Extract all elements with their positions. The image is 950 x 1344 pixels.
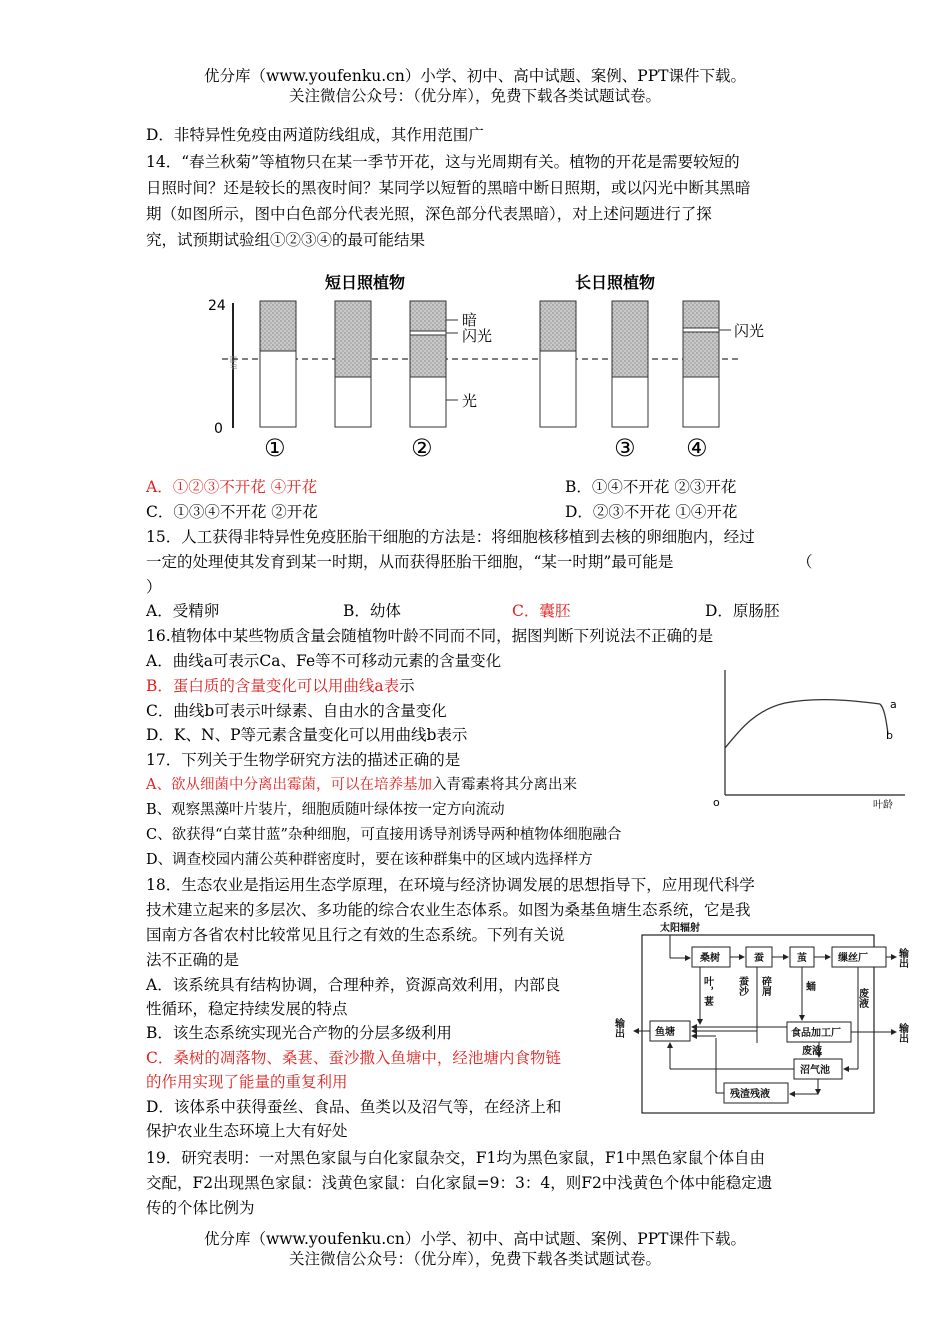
mulberry-fishpond-diagram xyxy=(612,918,914,1118)
q14-stem-1: 14．“春兰秋菊”等植物只在某一季节开花，这与光周期有关。植物的开花是需要较短的 xyxy=(146,153,740,171)
waste-liquid-label-2: 废液 xyxy=(802,1046,822,1057)
node-mulberry-label: 桑树 xyxy=(700,953,720,964)
node-biogas-label: 沼气池 xyxy=(800,1065,830,1076)
label-flash-2: 闪光 xyxy=(734,322,765,340)
bar-4 xyxy=(540,301,576,427)
q18-option-a-2: 性循环，稳定持续发展的特点 xyxy=(146,1000,348,1018)
q18-option-c-2: 的作用实现了能量的重复利用 xyxy=(146,1073,348,1091)
node-cocoon-label: 茧 xyxy=(797,953,807,964)
q15-option-d: D．原肠胚 xyxy=(705,602,780,620)
pupa-label: 蛹 xyxy=(806,982,816,993)
output-right-1: 输出 xyxy=(896,948,908,968)
q15-stem-1: 15．人工获得非特异性免疫胚胎干细胞的方法是：将细胞核移植到去核的卵细胞内，经过 xyxy=(146,528,755,546)
q15-paren-open: （ xyxy=(797,553,813,571)
photoperiod-figure xyxy=(200,268,780,468)
q15-paren-close: ） xyxy=(146,578,162,596)
q15-stem-2: 一定的处理使其发育到某一时期，从而获得胚胎干细胞，“某一时期”最可能是 xyxy=(146,553,674,571)
curve-a-label: a xyxy=(890,698,897,711)
silkworm-sand-label: 蚕沙 xyxy=(736,976,748,996)
bar-1 xyxy=(260,301,296,427)
page-footer-line1: 优分库（www.youfenku.cn）小学、初中、高中试题、案例、PPT课件下载。 xyxy=(203,1230,747,1248)
q18-option-c-1: C．桑树的凋落物、桑葚、蚕沙撒入鱼塘中，经池塘内食物链 xyxy=(146,1049,561,1067)
q18-stem-3: 国南方各省农村比较常见且行之有效的生态系统。下列有关说 xyxy=(146,926,565,944)
label-dark: 暗 xyxy=(462,311,478,329)
q16-option-b xyxy=(146,675,415,697)
q18-stem-1: 18．生态农业是指运用生态学原理，在环境与经济协调发展的思想指导下，应用现代科学 xyxy=(146,876,755,894)
q19-stem-3: 传的个体比例为 xyxy=(146,1199,255,1217)
long-day-title: 长日照植物 xyxy=(575,273,656,292)
node-silk-factory-label: 缫丝厂 xyxy=(838,953,868,964)
q18-option-b: B．该生态系统实现光合产物的分层多级利用 xyxy=(146,1024,452,1042)
q18-stem-4: 法不正确的是 xyxy=(146,951,240,969)
node-food-factory-label: 食品加工厂 xyxy=(791,1028,841,1039)
node-residue-label: 残渣残液 xyxy=(730,1089,770,1100)
y-axis-mid-label: 臨界 xyxy=(229,356,237,370)
curve-b-label: b xyxy=(886,729,893,742)
q14-option-b: B．①④不开花 ②③开花 xyxy=(565,478,737,496)
q16-option-a: A．曲线a可表示Ca、Fe等不可移动元素的含量变化 xyxy=(146,652,502,670)
q17-option-c: C、欲获得“白菜甘蓝”杂种细胞，可直接用诱导剂诱导两种植物体细胞融合 xyxy=(146,827,622,843)
q19-stem-1: 19．研究表明：一对黑色家鼠与白化家鼠杂交，F1均为黑色家鼠，F1中黑色家鼠个体自由 xyxy=(146,1149,765,1167)
q14-stem-2: 日照时间？还是较长的黑夜时间？某同学以短暂的黑暗中断日照期，或以闪光中断其黑暗 xyxy=(146,179,751,197)
group-3-label: ③ xyxy=(614,434,636,462)
q17-option-a-rest: 入青霉素将其分离出来 xyxy=(431,777,577,793)
group-1-label: ① xyxy=(264,434,286,462)
q14-option-d: D．②③不开花 ①④开花 xyxy=(565,503,738,521)
label-flash: 闪光 xyxy=(462,327,493,345)
bar-6 xyxy=(683,301,719,427)
q15-option-c: C．囊胚 xyxy=(512,602,571,620)
q16-option-b-rest: 示 xyxy=(399,677,415,695)
q17-option-d: D、调查校园内蒲公英种群密度时，要在该种群集中的区域内选择样方 xyxy=(146,852,593,868)
curve-a xyxy=(725,700,880,748)
page-footer-line2: 关注微信公众号：（优分库），免费下载各类试题试卷。 xyxy=(288,1250,661,1268)
q16-stem: 16.植物体中某些物质含量会随植物叶龄不同而不同，据图判断下列说法不正确的是 xyxy=(146,627,714,645)
q14-stem-4: 究，试预期试验组①②③④的最可能结果 xyxy=(146,231,426,249)
bar-3 xyxy=(410,301,446,427)
group-2-label: ② xyxy=(411,434,433,462)
origin-label: o xyxy=(713,796,720,809)
q19-stem-2: 交配，F2出现黑色家鼠：浅黄色家鼠：白化家鼠=9：3：4，则F2中浅黄色个体中能稳定遗 xyxy=(146,1174,773,1192)
node-fish-pond-label: 鱼塘 xyxy=(655,1027,675,1038)
q18-option-a-1: A．该系统具有结构协调，合理种养，资源高效利用，内部良 xyxy=(146,976,561,994)
output-right-2: 输出 xyxy=(896,1023,908,1043)
group-4-label: ④ xyxy=(686,434,708,462)
bar-2 xyxy=(335,301,371,427)
q16-option-b-red: B．蛋白质的含量变化可以用曲线a表 xyxy=(146,677,400,695)
q15-option-a: A．受精卵 xyxy=(146,602,220,620)
q16-option-c: C．曲线b可表示叶绿素、自由水的含量变化 xyxy=(146,702,447,720)
q17-stem: 17．下列关于生物学研究方法的描述正确的是 xyxy=(146,751,461,769)
q18-option-d-1: D．该体系中获得蚕丝、食品、鱼类以及沼气等，在经济上和 xyxy=(146,1098,562,1116)
x-axis-label: 叶龄 xyxy=(873,800,893,810)
q17-option-a-red: A、欲从细菌中分离出霉菌，可以在培养基加 xyxy=(146,777,432,793)
short-day-title: 短日照植物 xyxy=(325,273,406,292)
waste-liquid-label: 废液 xyxy=(856,988,868,1008)
broken-label: 碎屑 xyxy=(759,976,771,996)
y-axis-top-label: 24 xyxy=(208,298,226,314)
node-silkworm-label: 蚕 xyxy=(754,953,764,964)
q14-option-a: A．①②③不开花 ④开花 xyxy=(146,478,318,496)
q17-option-a xyxy=(146,774,577,796)
q18-stem-2: 技术建立起来的多层次、多功能的综合农业生态体系。如图为桑基鱼塘生态系统，它是我 xyxy=(146,901,751,919)
page-header-line1: 优分库（www.youfenku.cn）小学、初中、高中试题、案例、PPT课件下载。 xyxy=(203,67,747,85)
q15-option-b: B．幼体 xyxy=(343,602,401,620)
output-left: 输出 xyxy=(612,1018,624,1038)
q16-option-d: D．K、N、P等元素含量变化可以用曲线b表示 xyxy=(146,726,468,744)
q17-option-b: B、观察黑藻叶片装片，细胞质随叶绿体按一定方向流动 xyxy=(146,802,505,818)
page-header-line2: 关注微信公众号：（优分库），免费下载各类试题试卷。 xyxy=(288,87,661,105)
q18-option-d-2: 保护农业生态环境上大有好处 xyxy=(146,1122,348,1140)
leaf-age-curve-figure xyxy=(700,660,910,810)
q14-stem-3: 期（如图所示，图中白色部分代表光照，深色部分代表黑暗），对上述问题进行了探 xyxy=(146,205,712,223)
leaf-label: 叶，葚 xyxy=(701,976,713,1006)
y-axis-bottom-label: 0 xyxy=(214,421,223,437)
bar-5 xyxy=(612,301,648,427)
q13-option-d: D．非特异性免疫由两道防线组成，其作用范围广 xyxy=(146,126,484,144)
sun-label: 太阳辐射 xyxy=(660,923,700,934)
q14-option-c: C．①③④不开花 ②开花 xyxy=(146,503,318,521)
label-light: 光 xyxy=(462,392,478,410)
